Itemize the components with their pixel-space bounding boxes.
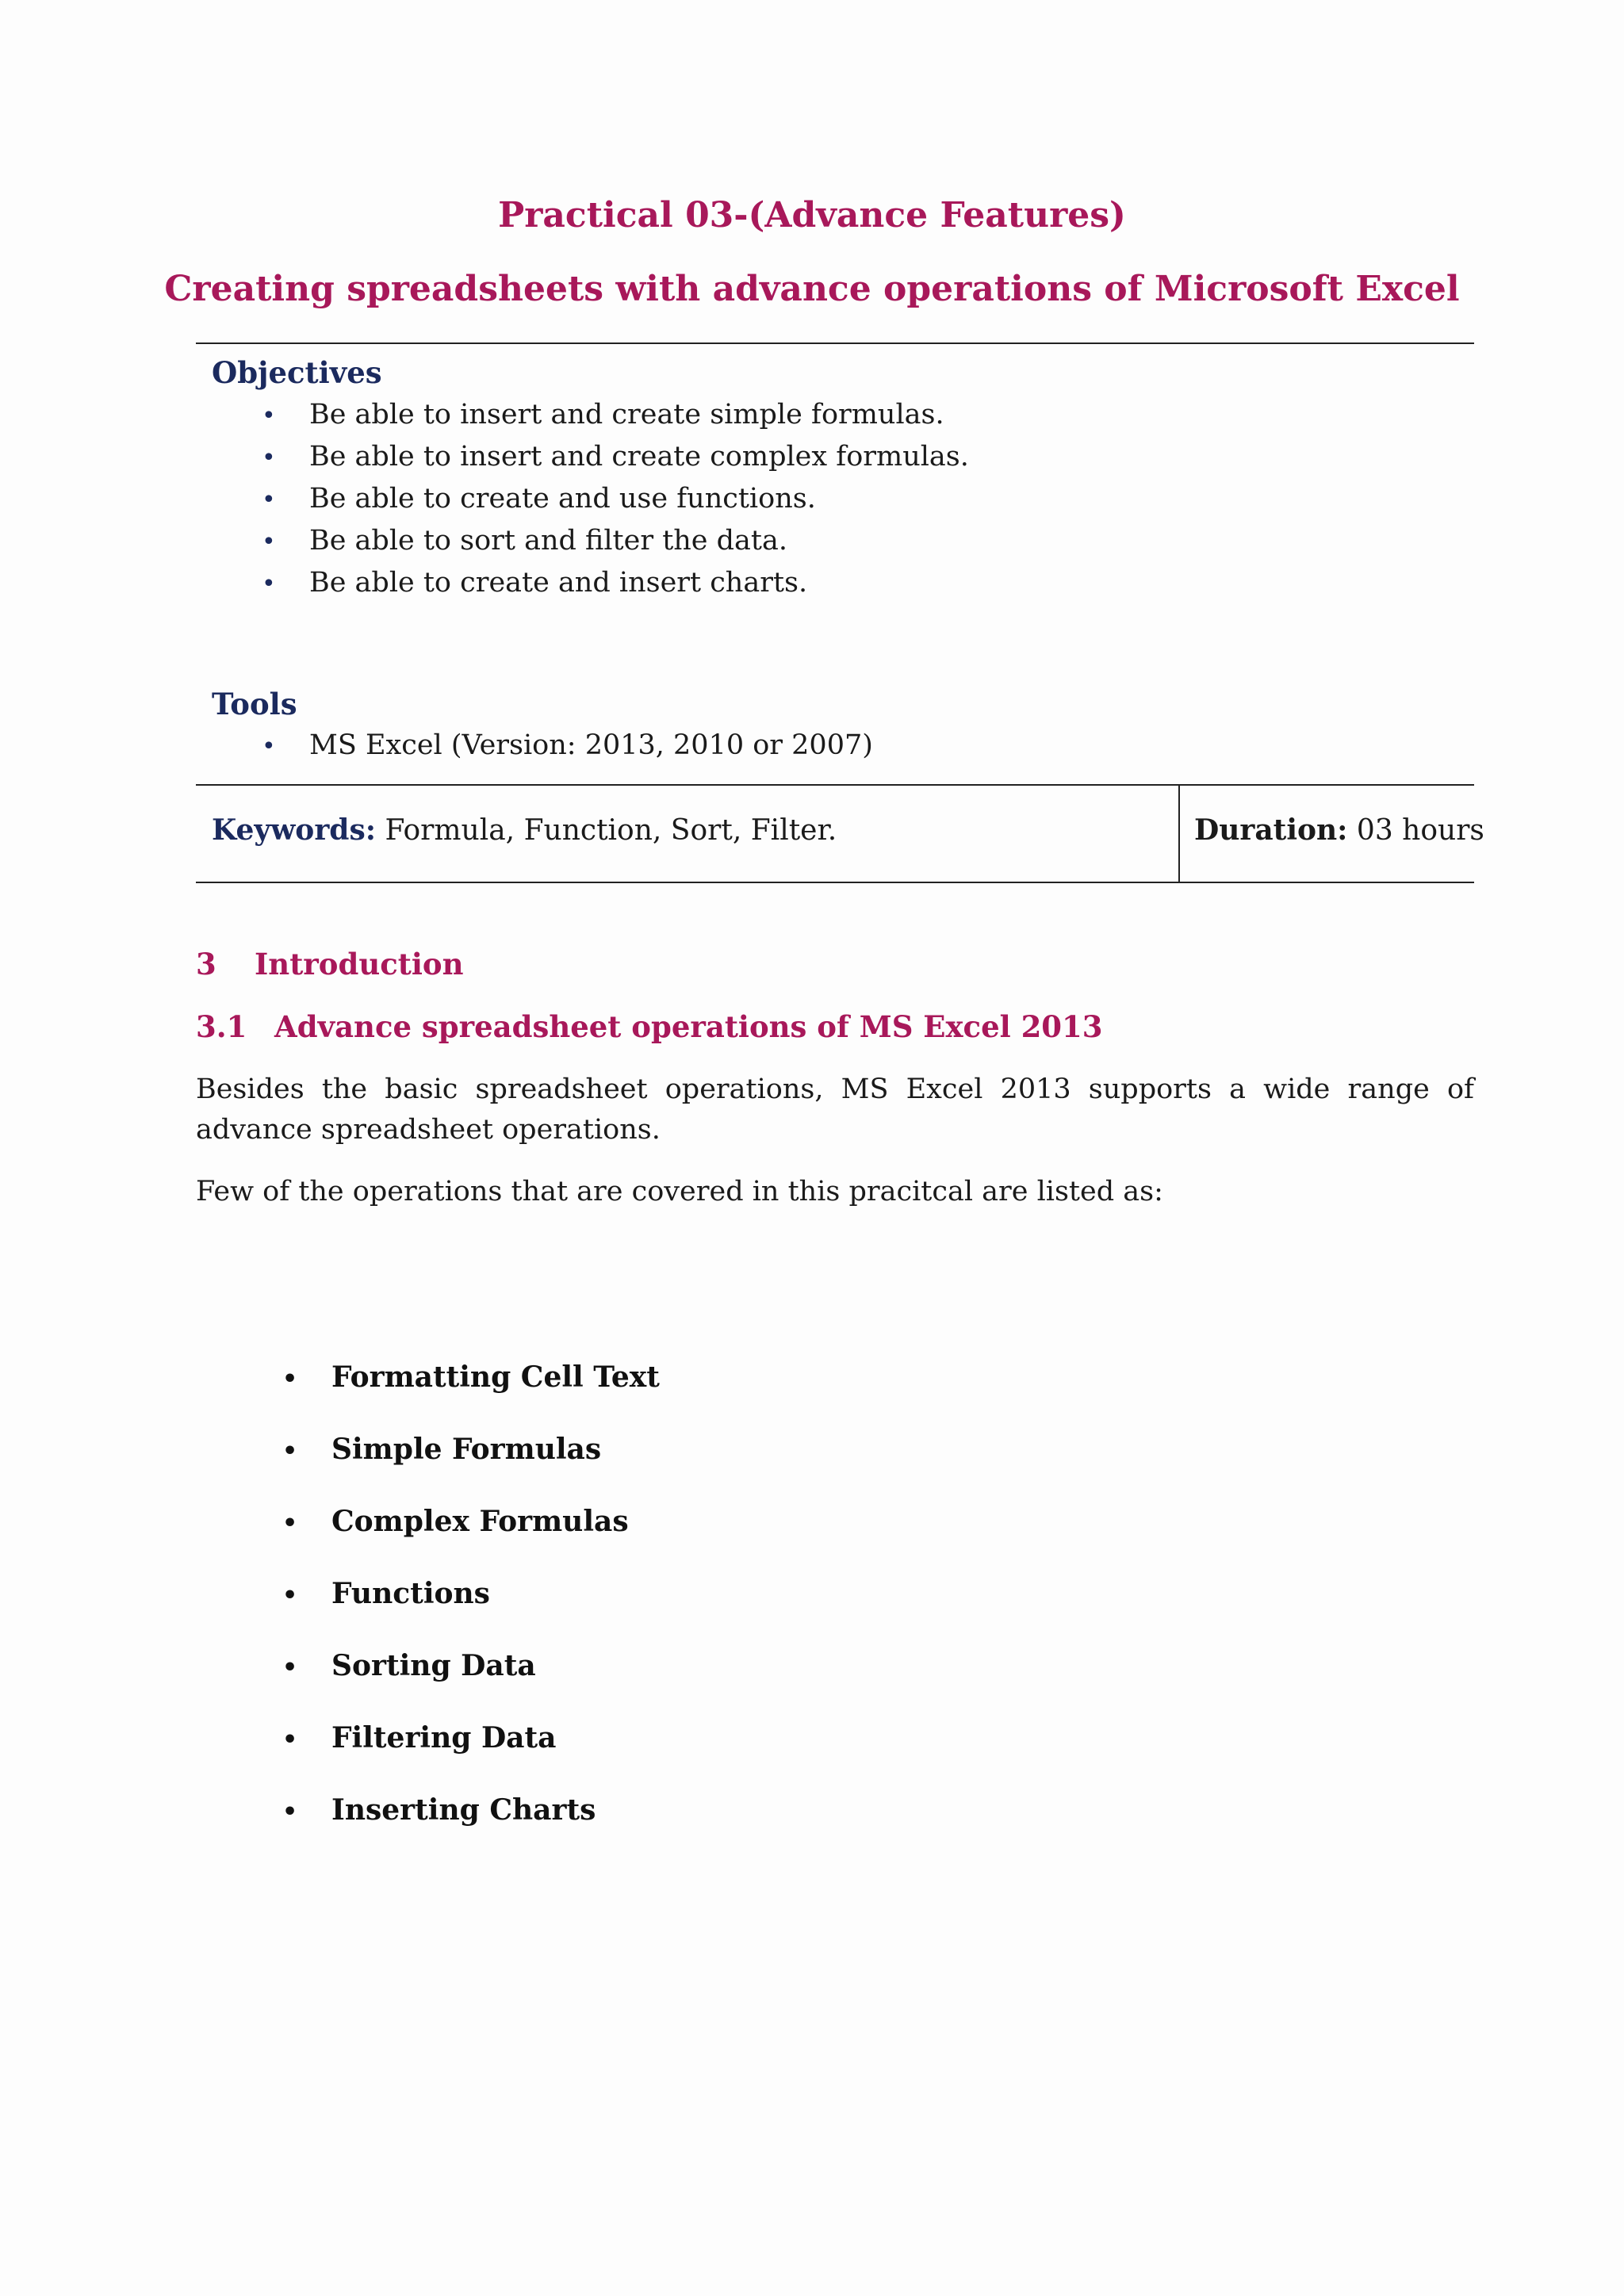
list-item: • Filtering Data	[282, 1721, 557, 1755]
duration-label: Duration:	[1194, 813, 1348, 847]
meta-table-top-border	[196, 784, 1474, 786]
list-item: • Inserting Charts	[282, 1793, 596, 1827]
meta-table-divider	[1178, 784, 1180, 882]
bullet-icon: •	[282, 1437, 298, 1465]
subsection-title: Advance spreadsheet operations of MS Excel 2013	[274, 1009, 1103, 1044]
page-title: Practical 03-(Advance Features)	[498, 195, 1126, 235]
bullet-icon: •	[262, 444, 276, 472]
list-item: • Be able to insert and create simple formulas.	[262, 399, 944, 430]
page-subtitle: Creating spreadsheets with advance operations of Microsoft Excel	[164, 269, 1460, 309]
meta-table-bottom-border	[196, 882, 1474, 883]
bullet-icon: •	[262, 733, 276, 760]
tools-label: Tools	[212, 687, 297, 721]
bullet-icon: •	[262, 528, 276, 556]
keywords-label: Keywords:	[212, 813, 377, 847]
list-item: • Simple Formulas	[282, 1433, 602, 1466]
bullet-icon: •	[262, 486, 276, 514]
bullet-icon: •	[262, 402, 276, 430]
intro-paragraph: Besides the basic spreadsheet operations, MS Excel 2013 supports a wide range of advance spreadsheet operations.	[196, 1073, 1474, 1146]
subsection-heading	[196, 1009, 1103, 1044]
list-item: • Be able to insert and create complex formulas.	[262, 441, 969, 473]
section-title: Introduction	[255, 947, 464, 982]
list-item: • MS Excel (Version: 2013, 2010 or 2007)	[262, 729, 873, 761]
bullet-icon: •	[282, 1654, 298, 1682]
bullet-icon: •	[282, 1510, 298, 1537]
list-item: • Be able to create and insert charts.	[262, 567, 808, 599]
duration-cell	[1194, 813, 1484, 847]
bullet-icon: •	[282, 1582, 298, 1609]
list-item: • Functions	[282, 1577, 490, 1610]
list-item: • Be able to sort and filter the data.	[262, 525, 787, 557]
section-heading	[196, 947, 464, 982]
bullet-icon: •	[262, 570, 276, 598]
subsection-number: 3.1	[196, 1009, 247, 1044]
bullet-icon: •	[282, 1365, 298, 1393]
keywords-value: Formula, Function, Sort, Filter.	[385, 814, 837, 847]
list-item: • Sorting Data	[282, 1649, 536, 1682]
divider-top	[196, 342, 1474, 344]
objectives-label: Objectives	[212, 355, 382, 390]
section-number: 3	[196, 947, 216, 982]
bullet-icon: •	[282, 1726, 298, 1754]
duration-value: 03 hours	[1356, 814, 1484, 847]
keywords-cell	[212, 813, 837, 847]
list-item: • Formatting Cell Text	[282, 1360, 660, 1394]
operations-intro-paragraph: Few of the operations that are covered in this pracitcal are listed as:	[196, 1176, 1163, 1207]
list-item: • Be able to create and use functions.	[262, 483, 816, 515]
bullet-icon: •	[282, 1798, 298, 1826]
list-item: • Complex Formulas	[282, 1505, 629, 1538]
